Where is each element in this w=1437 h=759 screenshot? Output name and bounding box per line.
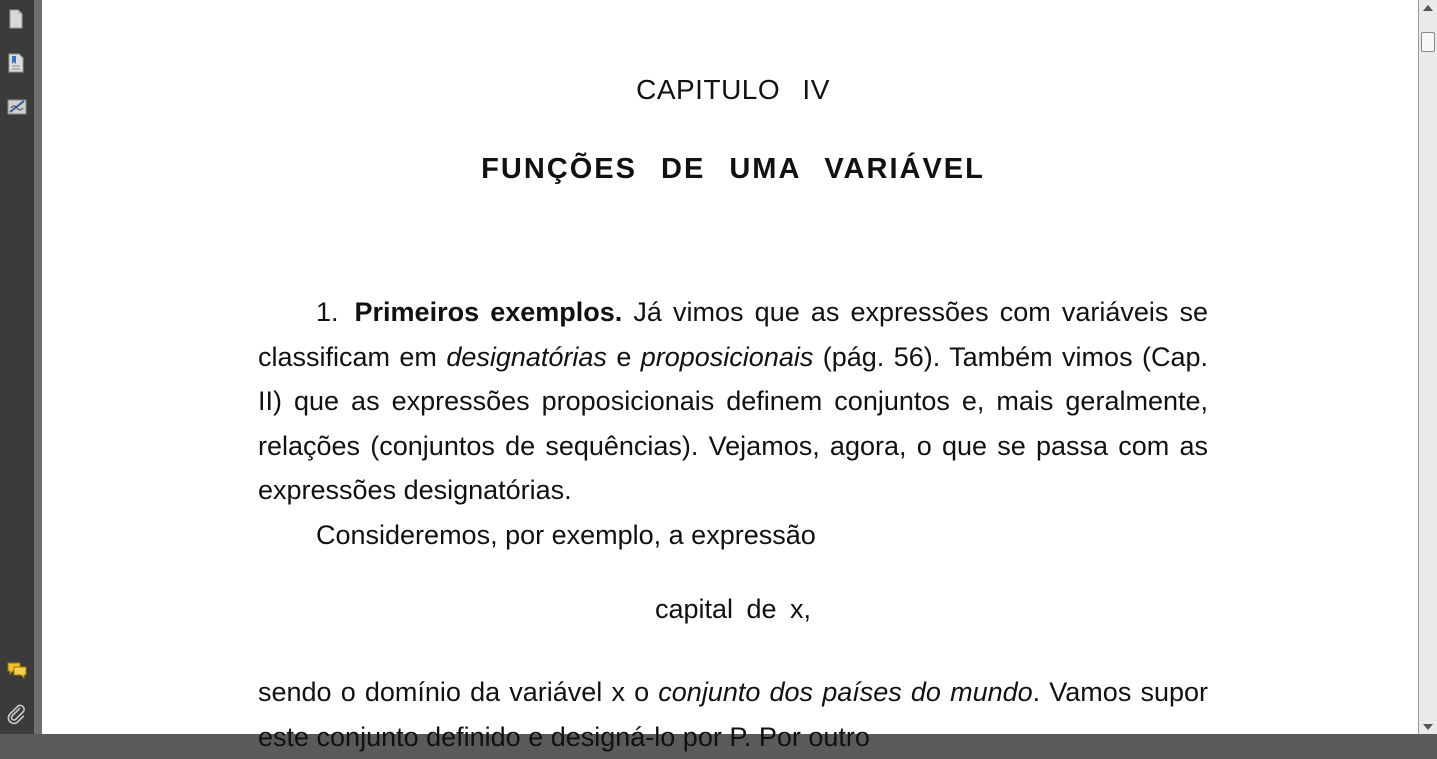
paragraph-text: (pág. 56). Também vimos (Cap. II) que as expressões proposicionais definem conjuntos e, mais geralmente, relações (conjuntos de sequências). Vejamos, agora, o que se passa com as expressões designatórias. [258,341,1208,505]
paragraph-2: Consideremos, por exemplo, a expressão [316,520,816,550]
scroll-thumb[interactable] [1421,32,1435,52]
term-proposicionais: proposicionais [640,341,814,372]
scroll-up-icon[interactable] [1423,5,1433,11]
bookmarks-icon[interactable] [6,52,26,72]
paragraph-text: . Vamos supor este conjunto definido e designá-lo por P. Por outro [258,677,1209,752]
term-designatorias: designatórias [446,341,607,372]
scroll-down-icon[interactable] [1423,724,1433,730]
navigation-sidebar [0,0,34,734]
vertical-scrollbar[interactable] [1418,0,1437,734]
chapter-heading: CAPITULO IV [636,74,830,105]
paragraph-heading: Primeiros exemplos. [354,297,623,327]
attachments-icon[interactable] [6,703,26,723]
paragraph-3 [258,670,1208,759]
signatures-icon[interactable] [6,96,26,116]
paragraph-text: Já vimos que as expressões com variáveis se classificam em [258,297,1208,372]
paragraph-1 [258,290,1208,513]
sidebar-splitter[interactable] [34,0,42,734]
pages-icon[interactable] [6,8,26,28]
paragraph-text: sendo o domínio da variável x o [258,677,659,707]
comments-icon[interactable] [6,660,26,680]
section-title: FUNÇÕES DE UMA VARIÁVEL [481,153,985,185]
formula-expression: capital de x, [654,594,812,624]
term-conjunto-paises: conjunto dos países do mundo [658,677,1033,707]
document-viewport[interactable] [42,0,1418,752]
paragraph-text: e [606,341,641,372]
section-number: 1. [316,297,339,327]
